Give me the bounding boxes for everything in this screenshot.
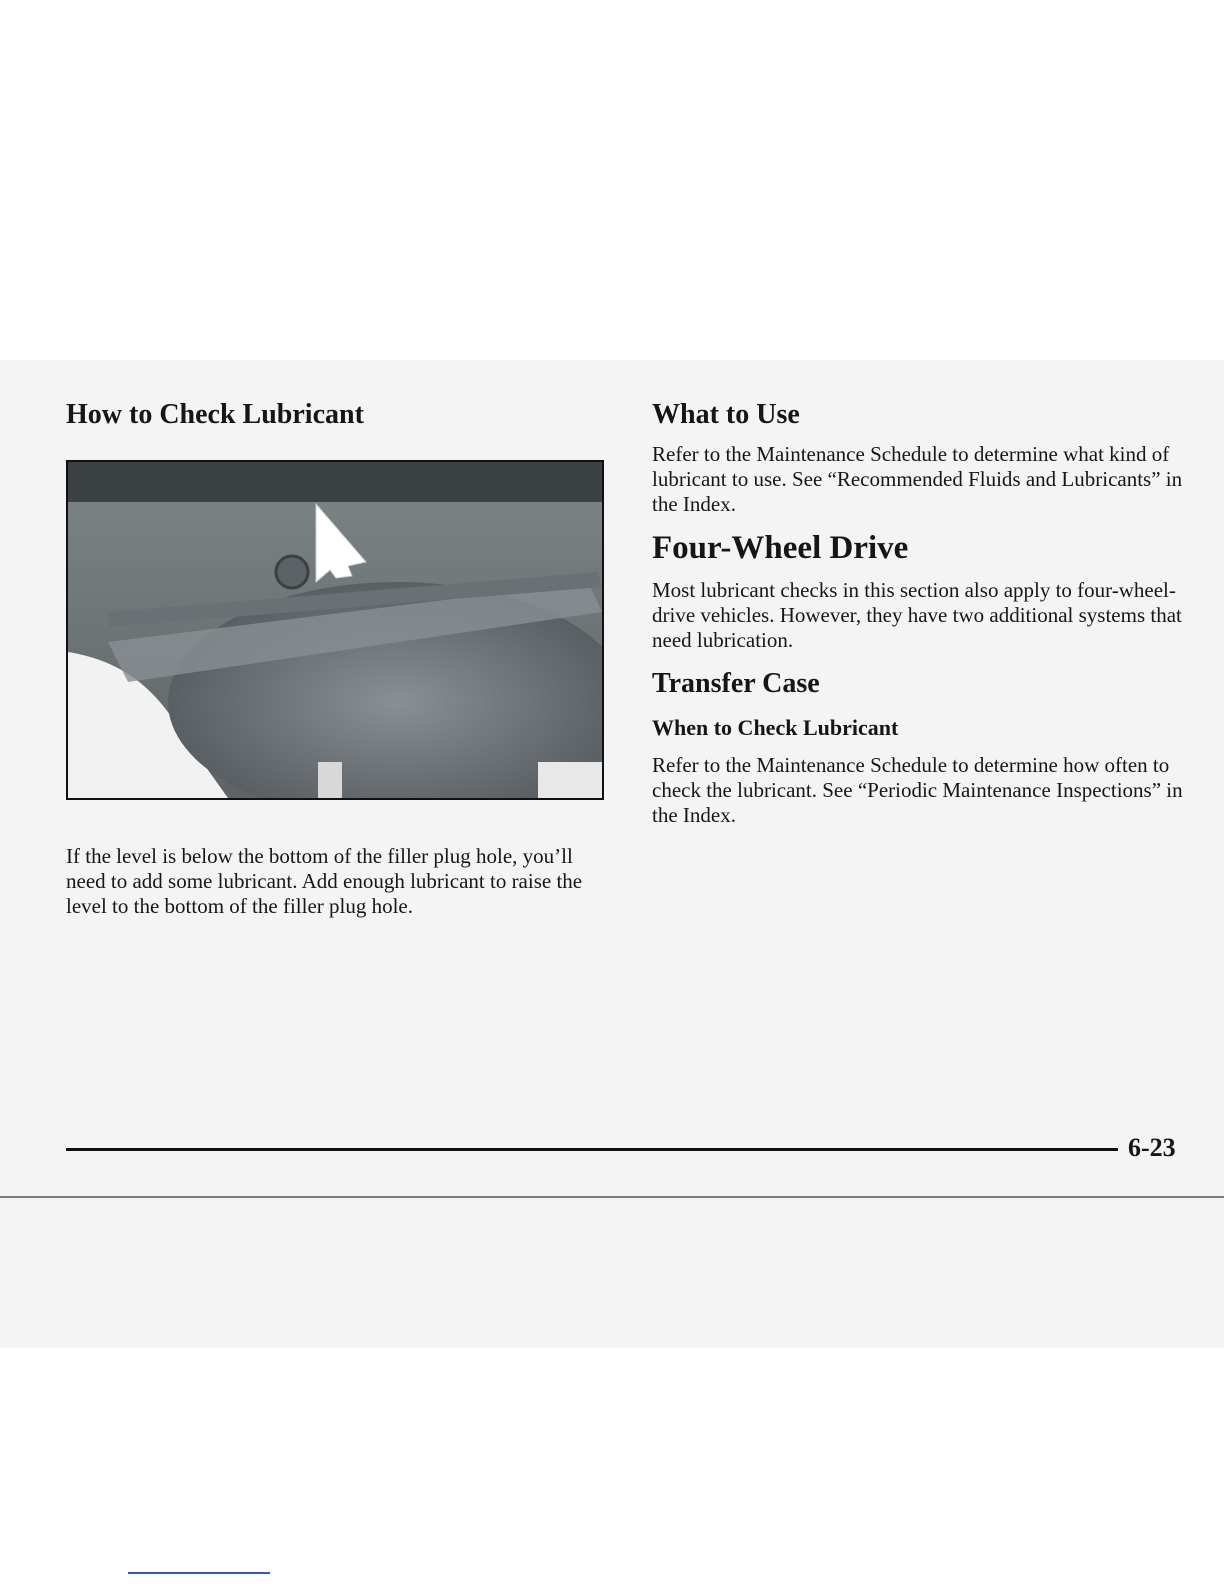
caption-text: If the level is below the bottom of the filler plug hole, you’ll need to add some lubricant. Add enough lubricant to raise the level to the bottom of the filler plug hole. — [66, 844, 583, 918]
transfer-case-text: Refer to the Maintenance Schedule to determine how often to check the lubricant. See “Periodic Maintenance Inspections” in the Index. — [652, 753, 1183, 828]
photo-illustration — [68, 462, 602, 798]
what-to-use-text: Refer to the Maintenance Schedule to determine what kind of lubricant to use. See “Recommended Fluids and Lubricants” in the Index. — [652, 441, 1183, 516]
filler-plug-photo — [66, 460, 604, 800]
heading-what-to-use: What to Use — [652, 399, 800, 430]
heading-four-wheel-drive: Four-Wheel Drive — [652, 529, 909, 566]
right-column — [652, 398, 1192, 828]
heading-how-to-check-lubricant: How to Check Lubricant — [66, 399, 364, 430]
scan-edge-line — [0, 1196, 1224, 1198]
scan-mark — [128, 1572, 270, 1574]
subheading-when-to-check: When to Check Lubricant — [652, 714, 899, 740]
heading-transfer-case: Transfer Case — [652, 668, 820, 700]
page-number: 6-23 — [1128, 1133, 1176, 1162]
footer-rule — [66, 1148, 1118, 1151]
caption-block — [66, 844, 611, 919]
left-column — [66, 398, 608, 432]
four-wheel-drive-text: Most lubricant checks in this section also apply to four-wheel-drive vehicles. However, they have two additional systems that need lubrication. — [652, 578, 1182, 653]
